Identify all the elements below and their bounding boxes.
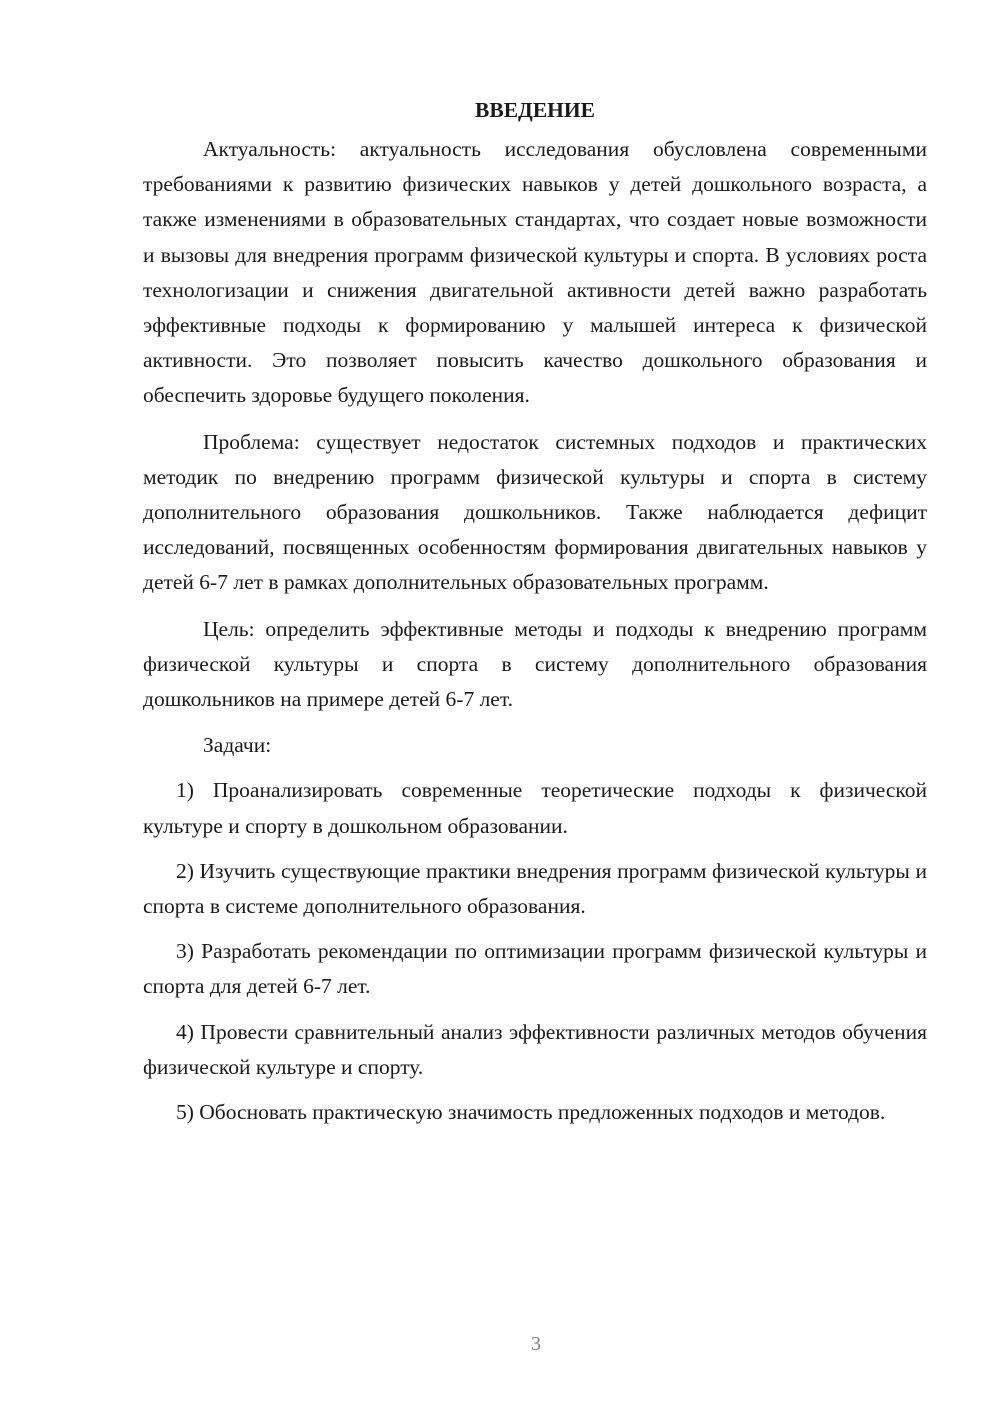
list-item: 2) Изучить существующие практики внедрения программ физической культуры и спорта в системе дополнительного образования. (143, 858, 927, 919)
list-item: 4) Провести сравнительный анализ эффективности различных методов обучения физической культуре и спорту. (143, 1019, 927, 1079)
list-item: 5) Обосновать практическую значимость предложенных подходов и методов. (176, 1100, 886, 1125)
list-item: 1) Проанализировать современные теоретические подходы к физической культуре и спорту в дошкольном образовании. (143, 778, 927, 838)
page-title: ВВЕДЕНИЕ (475, 98, 595, 122)
tasks-list (143, 773, 927, 1130)
tasks-heading: Задачи: (203, 733, 272, 758)
problem-paragraph: Проблема: существует недостаток системных подходов и практических методик по внедрению программ физической культуры и спорта в систему дополнительного образования дошкольников. Также наблюдается дефицит исследований, посвященных особенностям формирования двигательных навыков у детей 6-7 лет в рамках дополнительных образовательных программ. (143, 429, 927, 595)
page-number: 3 (531, 1333, 541, 1355)
document-page (143, 92, 927, 1130)
goal-paragraph: Цель: определить эффективные методы и подходы к внедрению программ физической культуры и спорта в систему дополнительного образования дошкольников на примере детей 6-7 лет. (143, 616, 927, 712)
list-item: 3) Разработать рекомендации по оптимизации программ физической культуры и спорта для детей 6-7 лет. (143, 939, 927, 999)
relevance-paragraph: Актуальность: актуальность исследования обусловлена современными требованиями к развитию физических навыков у детей дошкольного возраста, а также изменениями в образовательных стандартах, что создает новые возможности и вызовы для внедрения программ физической культуры и спорта. В условиях роста технологизации и снижения двигательной активности детей важно разработать эффективные подходы к формированию у малышей интереса к физической активности. Это позволяет повысить качество дошкольного образования и обеспечить здоровье будущего поколения. (143, 137, 927, 408)
